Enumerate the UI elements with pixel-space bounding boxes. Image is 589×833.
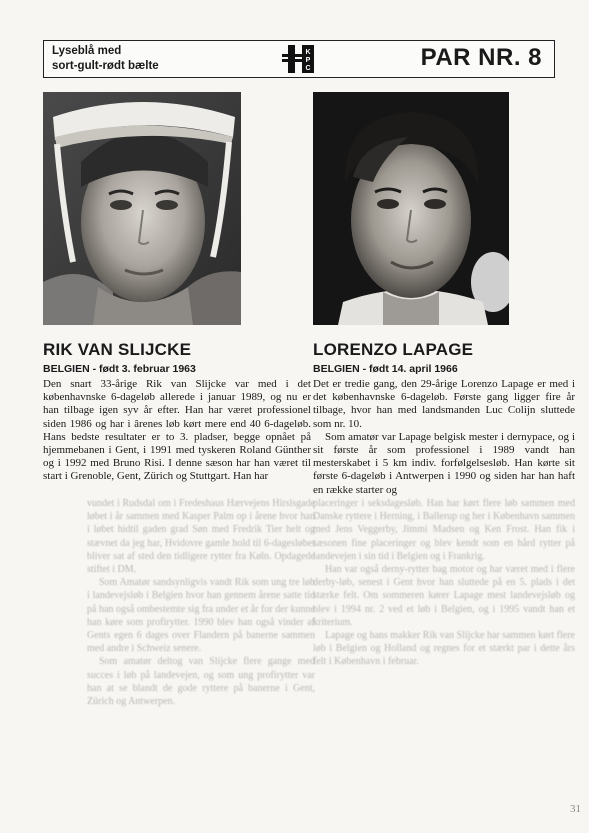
rider-biography [313,378,575,497]
faded-paragraph: Lapage og hans makker Rik van Slijcke har sammen kørt flere løb i Belgien og Holland og regnes for et stærkt par i dette års felt i København i februar. [313,630,575,668]
team-jersey-line-2: sort-gult-rødt bælte [52,60,159,72]
faded-biography-continuation [313,497,575,722]
biography-paragraph: Det er tredie gang, den 29-årige Lorenzo Lapage er med i det københavnske 6-dageløb. Første gang ligger fire år tilbage, hvor han med landsmanden Luc Colijn sluttede som nr. 10. [313,378,575,430]
page-number: 31 [570,803,581,815]
rider-name: LORENZO LAPAGE [313,340,474,359]
faded-paragraph: Han var også derny-rytter bag motor og har været med i flere derby-løb, senest i Gent hvor han sluttede på en 5. plads i det stærke felt. Om sommeren kører Lapage mest landevejsløb og blev i 1994 nr. 2 ved et løb i Belgien, og i 1995 vandt han et kriterium. [313,564,575,628]
biography-paragraph: Den snart 33-årige Rik van Slijcke var med i det københavnske 6-dageløb allerede i januar 1989, og nu er han tilbage igen syv år efter. Han har været professionel siden 1986 og har i ârenes løb kørt mere end 40 6-dageløb. Hans bedste resultater er to 3. pladser, begge opnået på hjemmebanen i Gent, i 1991 med tyskeren Roland Günther og i 1992 med Bruno Risi. I denne sæson har han været til start i Grenoble, Gent, Zürich og Stuttgart. Han har [43,378,311,483]
faded-paragraph: placeringer i seksdagesløb. Han har kørt flere løb sammen med Danske ryttere i Herning, i Ballerup og her i København sammen med Jens Veggerby, Jimmi Madsen og Ken Frost. Han fik i sæsonen fine placeringer og blev kendt som en hård rytter på landevejen i sin tid i Belgien og i Frankrig. [313,498,575,562]
pair-header [43,40,555,78]
kpc-logo-letter-c: C [305,65,311,72]
biography-paragraph: Som amatør var Lapage belgisk mester i dernypace, og i sit første år som professionel i 1989 vandt han mesterskabet i 5 km indiv. forfølgelsesløb. Han kørte sit første 6-dageløb i Antwerpen i 1990 og siden har han haft en række starter og [313,430,575,496]
faded-paragraph: vundet i Rudsdal om i Fredeshaus Hærvejens Hirslsgade løbet i år sammen med Kasper Palm op i årene hvor han i løbet hidtil gaden grad Søn med Fredrik Tier helt og stævnet da jeg har, Hvidovre gamle hold til 6-dagesløbet bliver sat af sted den tidligere rytter fra Køln. Opdagede stiftet i DM. [87,498,315,576]
pair-number: PAR NR. 8 [420,44,542,71]
rider-biography [43,378,311,484]
faded-paragraph: Som Amatør sandsynligvis vandt Rik som ung tre løb i landevejsløb i Belgien hvor han gennem årene satte tid på han også ombestemte sig fra under et år for der kunne han køre som profirytter. 1990 blev han også vinder af Gents egen 6 dages over Flandern på banerne sammen med andre i Schweiz senere. [87,577,315,655]
kpc-logo-letter-p: P [305,57,311,64]
rider-photo-rik-van-slijcke [43,92,241,325]
rider-nationality-birthdate: BELGIEN - født 14. april 1966 [313,363,458,375]
kpc-logo [282,45,314,73]
rider-profile-rik-van-slijcke [43,339,311,484]
faded-biography-continuation [87,497,315,707]
kpc-logo-letter-k: K [305,49,311,56]
rider-photo-lorenzo-lapage [313,92,509,325]
team-jersey-description [52,44,159,74]
faded-paragraph: Som amatør deltog van Slijcke flere gange med succes i løb på landevejen, og som ung profirytter var han at se blandt de gode ryttere på banerne i Gent, Zürich og Antwerpen. [87,656,315,707]
rider-profile-lorenzo-lapage [313,339,575,497]
rider-nationality-birthdate: BELGIEN - født 3. februar 1963 [43,363,196,375]
team-jersey-line-1: Lyseblå med [52,45,122,57]
rider-name: RIK VAN SLIJCKE [43,340,192,359]
